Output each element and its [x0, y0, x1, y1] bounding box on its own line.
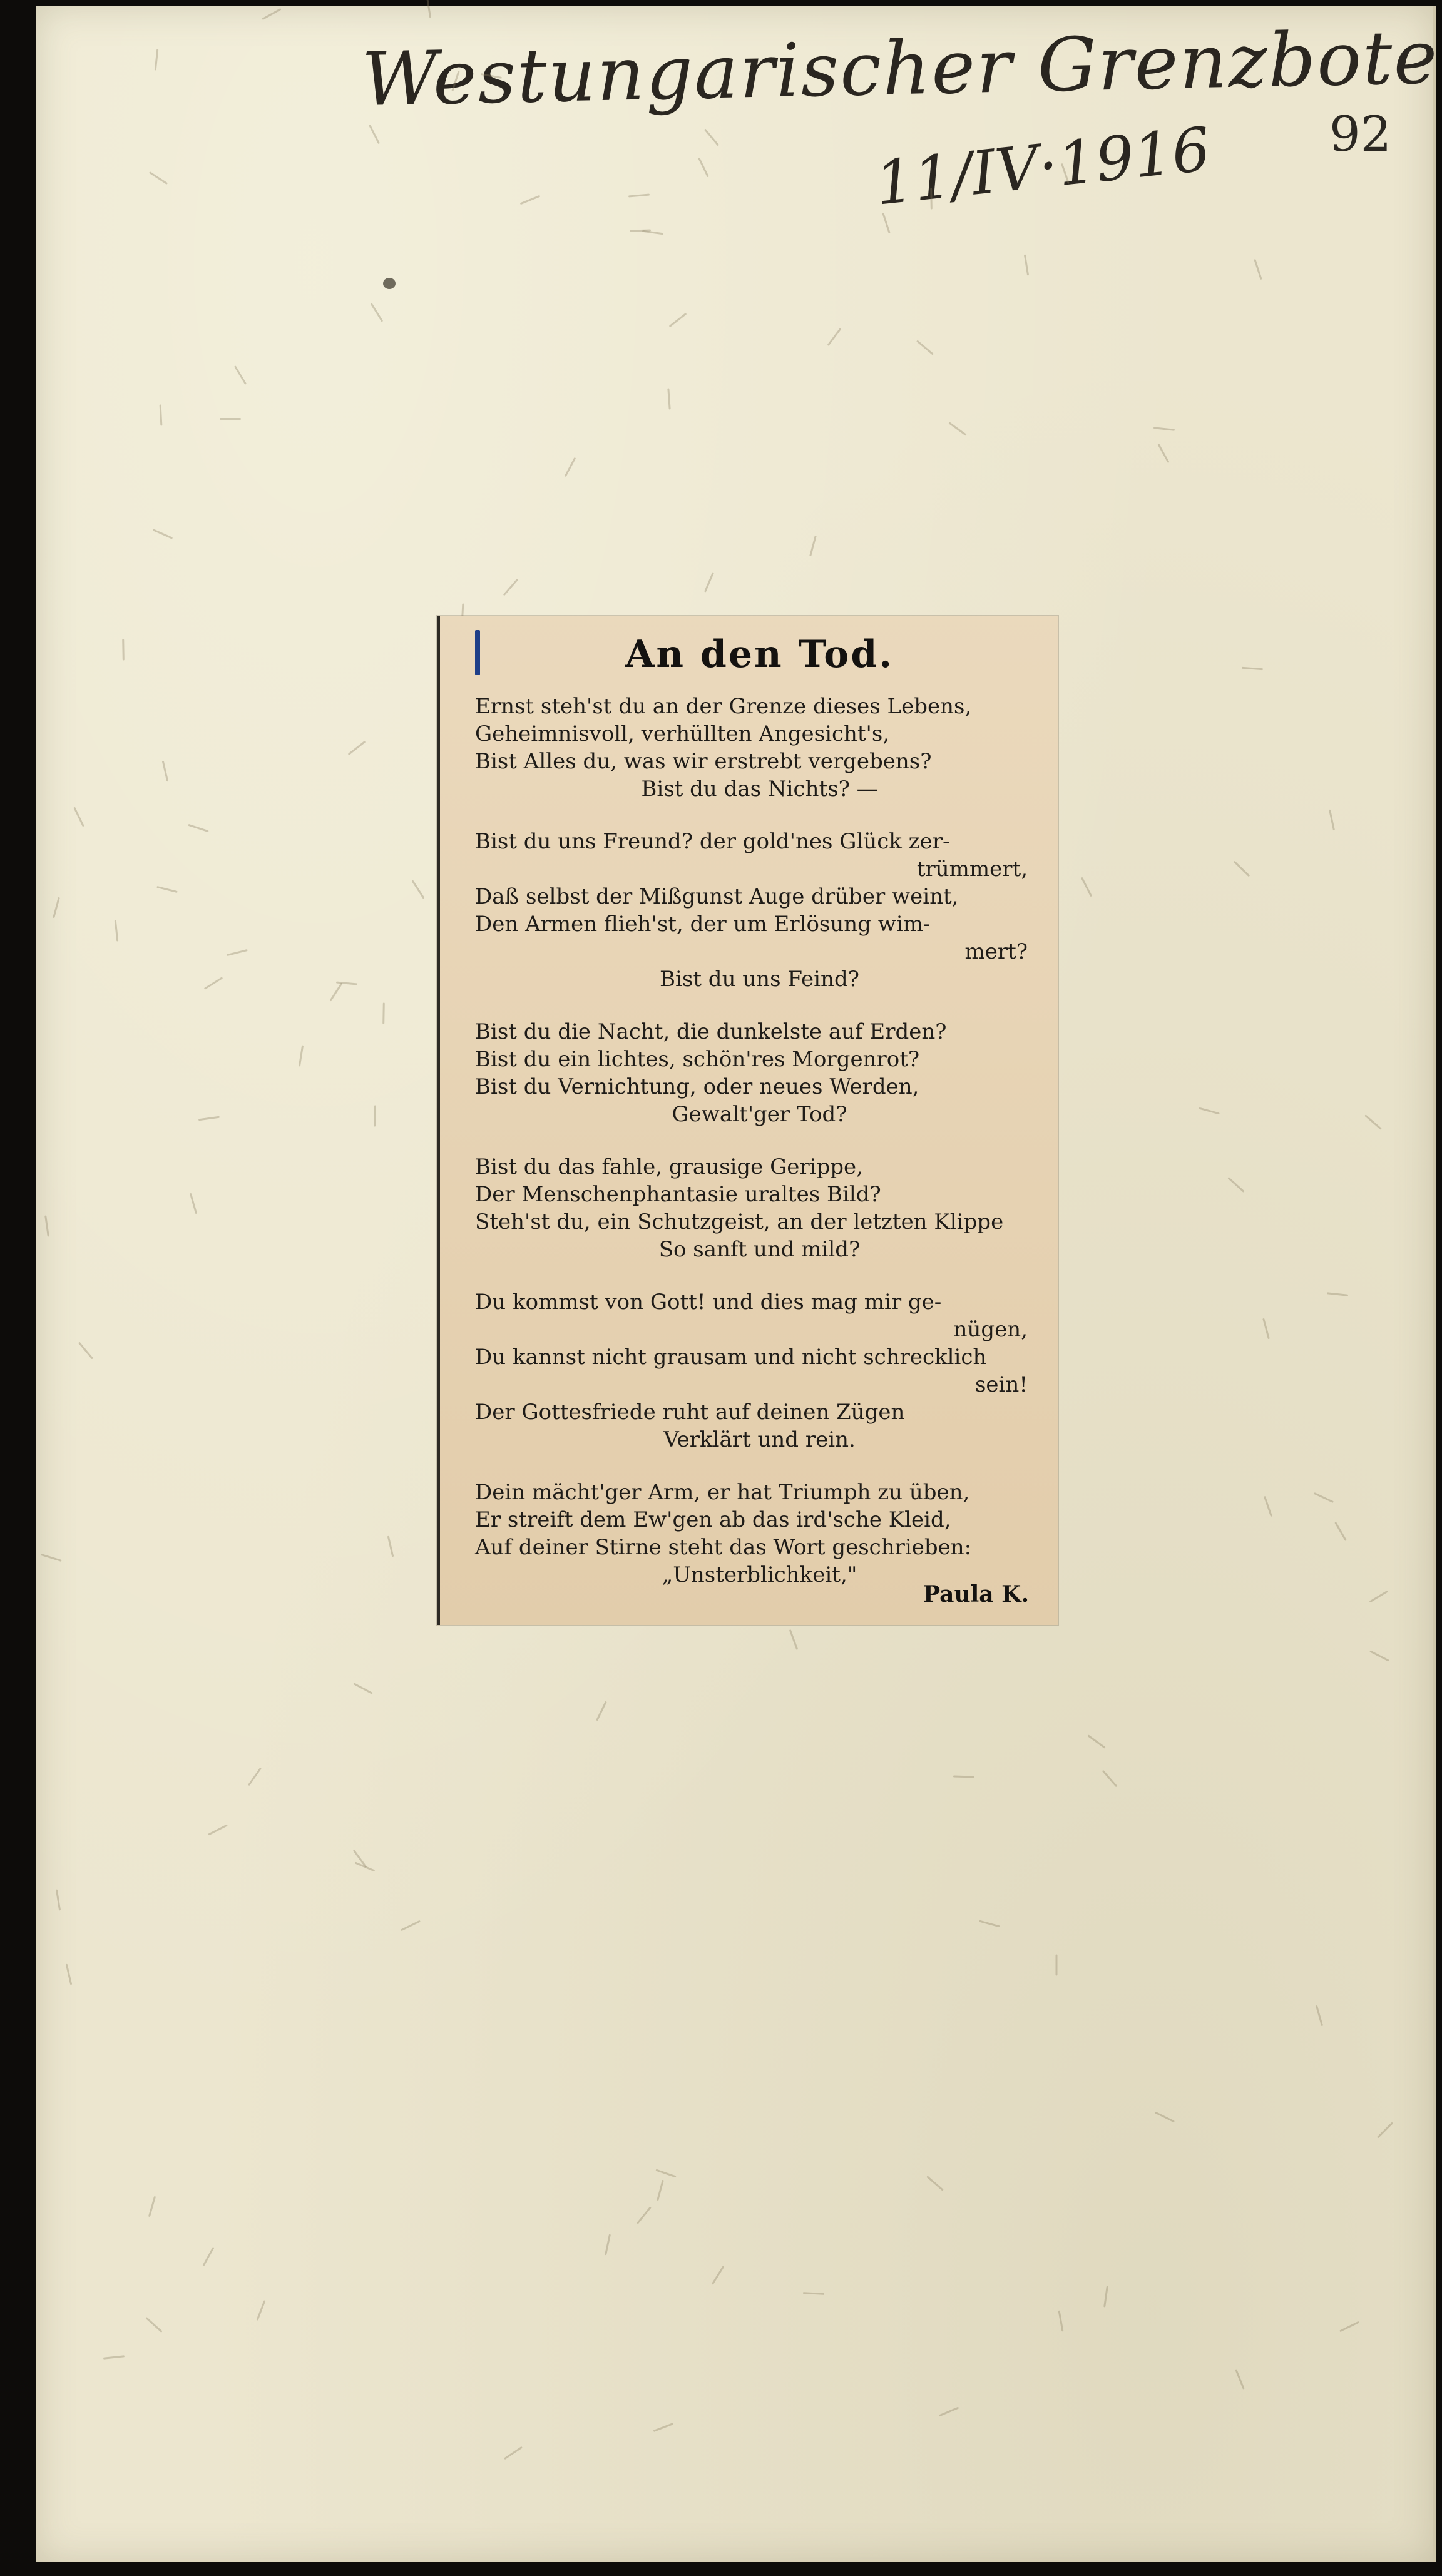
paper-fiber: [637, 2206, 652, 2224]
paper-fiber: [153, 529, 173, 539]
paper-fiber: [202, 2247, 214, 2266]
paper-fiber: [669, 313, 687, 327]
paper-fiber: [1364, 1114, 1382, 1130]
paper-fiber: [939, 2406, 959, 2416]
poem-line: Ernst steh'st du an der Grenze dieses Lebens,: [475, 694, 972, 719]
poem-line: Bist du das Nichts? —: [641, 776, 878, 802]
poem-line: sein!: [974, 1372, 1028, 1397]
paper-fiber: [426, 0, 431, 18]
poem-signature: Paula K.: [923, 1581, 1029, 1607]
paper-fiber: [1262, 1318, 1270, 1340]
paper-fiber: [704, 572, 714, 592]
paper-fiber: [596, 1701, 607, 1721]
paper-fiber: [148, 2196, 156, 2217]
paper-fiber: [41, 1554, 61, 1562]
paper-fiber: [262, 8, 281, 20]
paper-fiber: [257, 2300, 266, 2321]
paper-fiber: [1024, 254, 1029, 275]
poem-line: Bist du ein lichtes, schön'res Morgenrot?: [475, 1047, 920, 1072]
paper-fiber: [1153, 427, 1175, 431]
poem-stanza: [475, 1288, 1044, 1453]
paper-fiber: [369, 125, 380, 145]
poem-line: Daß selbst der Mißgunst Auge drüber weint,: [475, 884, 959, 909]
poem-line: Gewalt'ger Tod?: [672, 1102, 847, 1127]
poem-line: Bist du Vernichtung, oder neues Werden,: [475, 1074, 919, 1099]
paper-fiber: [44, 1215, 49, 1236]
paper-fiber: [1377, 2122, 1393, 2138]
poem-body: [475, 693, 1044, 1589]
ink-spot: [383, 278, 396, 289]
poem-line: Er streift dem Ew'gen ab das ird'sche Kleid,: [475, 1507, 951, 1532]
poem-line: Der Gottesfriede ruht auf deinen Zügen: [475, 1400, 905, 1425]
poem-line: Den Armen flieh'st, der um Erlösung wim-: [475, 912, 931, 937]
paper-fiber: [930, 188, 933, 209]
page-number: 92: [1329, 106, 1392, 163]
poem-line: So sanft und mild?: [658, 1237, 861, 1262]
poem-line: Der Menschenphantasie uraltes Bild?: [475, 1182, 881, 1207]
paper-fiber: [1155, 2112, 1175, 2123]
paper-fiber: [916, 340, 934, 355]
poem-line: Bist du uns Feind?: [660, 967, 859, 992]
paper-fiber: [667, 388, 670, 409]
poem-line: „Unsterblichkeit,": [662, 1562, 857, 1587]
paper-fiber: [149, 171, 168, 185]
newspaper-clipping: [437, 616, 1058, 1625]
paper-fiber: [353, 1683, 372, 1694]
poem-line: Bist du die Nacht, die dunkelste auf Erden?: [475, 1019, 947, 1044]
paper-fiber: [1103, 2286, 1108, 2307]
paper-fiber: [503, 579, 519, 596]
paper-fiber: [374, 1105, 376, 1126]
paper-fiber: [979, 1920, 1000, 1928]
paper-fiber: [1157, 444, 1169, 463]
paper-fiber: [145, 2317, 162, 2333]
poem-line: Bist du das fahle, grausige Gerippe,: [475, 1154, 863, 1179]
paper-fiber: [198, 1116, 220, 1121]
paper-fiber: [162, 761, 169, 782]
poem-line: nügen,: [953, 1317, 1028, 1342]
poem-line: Bist Alles du, was wir erstrebt vergebens?: [475, 749, 932, 774]
paper-fiber: [204, 977, 223, 990]
paper-fiber: [1264, 1496, 1272, 1517]
paper-fiber: [1102, 1770, 1118, 1788]
paper-fiber: [1339, 2321, 1359, 2333]
poem-line: Steh'st du, ein Schutzgeist, an der letzten Klippe: [475, 1209, 1004, 1235]
paper-fiber: [371, 303, 384, 322]
paper-fiber: [1369, 1650, 1389, 1661]
paper-fiber: [809, 536, 817, 557]
paper-fiber: [1334, 1522, 1347, 1541]
paper-fiber: [712, 2266, 725, 2284]
paper-fiber: [411, 880, 424, 899]
poem-stanza: [475, 693, 1044, 803]
paper-fiber: [655, 2169, 676, 2178]
paper-fiber: [387, 1536, 394, 1557]
paper-fiber: [1329, 810, 1335, 831]
paper-fiber: [504, 2446, 523, 2460]
newspaper-name-handwriting: Westungarischer Grenzbote: [360, 14, 1439, 123]
paper-fiber: [299, 1045, 304, 1066]
poem-line: trümmert,: [916, 857, 1028, 882]
blue-pencil-mark: [475, 630, 480, 675]
paper-fiber: [156, 886, 178, 893]
paper-fiber: [698, 158, 709, 178]
paper-fiber: [1087, 1734, 1105, 1748]
paper-fiber: [234, 365, 247, 385]
paper-fiber: [155, 49, 159, 70]
poem-stanza: [475, 1018, 1044, 1128]
paper-fiber: [1316, 2005, 1323, 2027]
poem-line: Bist du uns Freund? der gold'nes Glück zer-: [475, 829, 950, 854]
paper-fiber: [953, 1775, 974, 1778]
paper-fiber: [1369, 1590, 1389, 1602]
paper-fiber: [789, 1629, 798, 1650]
paper-fiber: [66, 1964, 73, 1985]
poem-line: Dein mächt'ger Arm, er hat Triumph zu üben,: [475, 1480, 970, 1505]
paper-fiber: [1242, 667, 1263, 670]
paper-fiber: [1234, 861, 1250, 877]
poem-line: Auf deiner Stirne steht das Wort geschrieben:: [475, 1535, 972, 1560]
paper-fiber: [53, 897, 60, 919]
paper-fiber: [227, 949, 248, 956]
paper-fiber: [329, 982, 342, 1001]
paper-fiber: [248, 1768, 262, 1786]
poem-stanza: [475, 1153, 1044, 1263]
poem-line: mert?: [964, 939, 1028, 964]
paper-fiber: [1056, 1955, 1058, 1976]
date-handwriting: 11/IV·1916: [872, 114, 1214, 219]
poem-stanza: [475, 1479, 1044, 1589]
paper-fiber: [348, 741, 366, 755]
poem-line: Du kommst von Gott! und dies mag mir ge-: [475, 1290, 942, 1315]
paper-fiber: [1058, 2310, 1064, 2331]
poem-stanza: [475, 828, 1044, 993]
paper-fiber: [704, 129, 719, 146]
paper-fiber: [1227, 1177, 1244, 1193]
paper-fiber: [1081, 877, 1092, 897]
paper-fiber: [605, 2234, 611, 2256]
paper-fiber: [73, 807, 84, 827]
paper-fiber: [827, 328, 842, 346]
paper-fiber: [190, 1193, 197, 1214]
paper-fiber: [1254, 259, 1262, 280]
paper-fiber: [382, 1002, 385, 1024]
paper-fiber: [1327, 1292, 1348, 1296]
paper-fiber: [78, 1342, 93, 1360]
paper-fiber: [565, 457, 576, 477]
paper-fiber: [657, 2180, 664, 2201]
paper-fiber: [1235, 2369, 1245, 2390]
paper-fiber: [628, 194, 650, 198]
paper-fiber: [926, 2176, 944, 2191]
paper-fiber: [56, 1889, 61, 1910]
poem-title: An den Tod.: [625, 633, 894, 676]
paper-fiber: [122, 639, 125, 660]
paper-fiber: [1314, 1492, 1334, 1503]
paper-fiber: [115, 920, 119, 941]
paper-fiber: [401, 1920, 421, 1932]
paper-fiber: [520, 195, 541, 205]
archive-sheet: [36, 6, 1439, 2562]
paper-fiber: [208, 1824, 228, 1835]
paper-fiber: [1199, 1107, 1220, 1115]
poem-line: Geheimnisvoll, verhüllten Angesicht's,: [475, 721, 890, 746]
paper-fiber: [103, 2355, 125, 2360]
paper-fiber: [220, 418, 241, 420]
paper-fiber: [653, 2423, 674, 2432]
paper-fiber: [803, 2292, 824, 2295]
paper-fiber: [188, 824, 208, 832]
poem-line: Verklärt und rein.: [663, 1427, 856, 1452]
poem-line: Du kannst nicht grausam und nicht schrecklich: [475, 1345, 987, 1370]
paper-fiber: [948, 422, 966, 435]
paper-fiber: [160, 404, 163, 425]
